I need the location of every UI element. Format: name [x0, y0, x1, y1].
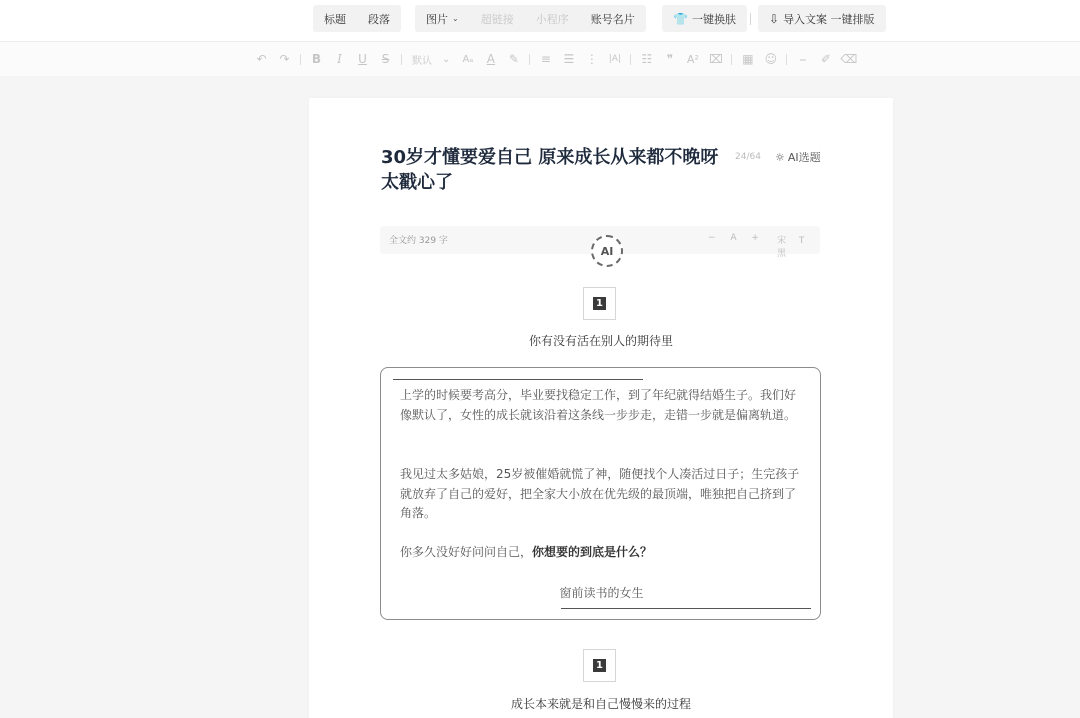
format-painter-icon[interactable]: ✐: [820, 52, 831, 66]
one-click-skin-button[interactable]: [662, 5, 747, 32]
section-number: 1: [593, 659, 606, 672]
align-icon[interactable]: ≡: [540, 52, 551, 66]
insert-group-2: [415, 5, 646, 32]
ai-badge-label: AI: [600, 244, 614, 258]
quote-bold-text: 你想要的到底是什么？: [532, 545, 653, 559]
toolbar-divider: [529, 54, 530, 65]
ai-topic-label: AI选题: [787, 151, 821, 164]
divider-line-icon[interactable]: ⎯: [799, 51, 806, 66]
line-height-icon[interactable]: ☰: [563, 52, 575, 66]
undo-icon[interactable]: ↶: [256, 52, 267, 66]
mini-program-button[interactable]: 小程序: [535, 12, 569, 26]
section-number-badge: [583, 287, 616, 320]
decorative-line: [393, 379, 643, 380]
eraser-icon[interactable]: ⌫: [840, 52, 858, 66]
font-switch-controls[interactable]: 宋 T 黑: [777, 236, 810, 259]
quote-paragraph: 上学的时候要考高分，毕业要找稳定工作，到了年纪就得结婚生子。我们好像默认了，女性的成长就该沿着这条线一步步走，走错一步就是偏离轨道。: [400, 388, 797, 422]
ai-topic-button[interactable]: [775, 149, 821, 165]
paragraph-spacing-icon[interactable]: ⋮: [585, 52, 598, 66]
bold-icon[interactable]: B: [311, 52, 322, 66]
paragraph-button[interactable]: 段落: [368, 12, 390, 26]
italic-icon[interactable]: I: [337, 52, 342, 66]
quote-text: 你多久没好好问问自己，: [400, 545, 533, 559]
font-size-icon[interactable]: Aₐ: [462, 53, 474, 65]
table-icon[interactable]: ▦: [742, 52, 754, 66]
strikethrough-icon[interactable]: S: [381, 52, 390, 66]
chevron-down-icon: ⌄: [442, 53, 451, 65]
zoom-controls[interactable]: − A +: [708, 233, 765, 243]
clear-format-icon[interactable]: ⌧: [708, 52, 723, 66]
toolbar-divider: [300, 54, 301, 65]
editor-page: [309, 98, 893, 718]
ai-assistant-icon[interactable]: [591, 235, 623, 267]
one-click-skin-label: 一键换肤: [691, 12, 736, 26]
underline-icon[interactable]: U: [358, 52, 367, 66]
title-count: 24/64: [735, 152, 761, 162]
font-color-icon[interactable]: A: [486, 52, 495, 66]
word-count: 全文约 329 字: [389, 236, 448, 246]
format-toolbar: [0, 42, 1080, 76]
shirt-icon: 👕: [673, 11, 688, 26]
highlight-icon[interactable]: ✎: [508, 52, 519, 66]
decorative-line: [561, 608, 811, 609]
section-number-badge: [583, 649, 616, 682]
lightbulb-icon: ☼: [775, 150, 785, 164]
hyperlink-button[interactable]: 超链接: [480, 12, 514, 26]
redo-icon[interactable]: ↷: [279, 52, 290, 66]
insert-group-1: [313, 5, 401, 32]
quote-paragraph: 我见过太多姑娘，25岁被催婚就慌了神，随便找个人凑活过日子；生完孩子就放弃了自己的爱好，把全家大小放在优先级的最顶端，唯独把自己挤到了角落。: [400, 467, 800, 521]
import-icon: ⇩: [769, 11, 780, 26]
letter-spacing-icon[interactable]: |A|: [608, 54, 621, 64]
section-heading: 成长本来就是和自己慢慢来的过程: [510, 697, 691, 711]
quote-card: [380, 367, 821, 620]
chevron-down-icon: ⌄: [452, 14, 459, 23]
font-size-value: 默认: [412, 55, 432, 67]
import-article-label: 导入文案 一键排版: [783, 12, 875, 26]
toolbar-divider: [731, 54, 732, 65]
font-size-select[interactable]: [406, 52, 456, 67]
emoji-icon[interactable]: ☺: [764, 52, 778, 66]
quote-signature: 窗前读书的女生: [559, 586, 644, 600]
section-heading: 你有没有活在别人的期待里: [528, 334, 673, 348]
quote-icon[interactable]: ❞: [666, 52, 674, 66]
image-dropdown[interactable]: [415, 11, 470, 27]
article-title[interactable]: 30岁才懂要爱自己 原来成长从来都不晚呀太戳心了: [381, 147, 719, 193]
section-number: 1: [593, 297, 606, 310]
heading-button[interactable]: 标题: [324, 12, 346, 26]
toolbar-divider: [401, 54, 402, 65]
import-article-button[interactable]: [758, 5, 886, 32]
list-icon[interactable]: ☷: [641, 52, 653, 66]
quote-paragraph: [400, 543, 804, 563]
image-label: 图片: [426, 12, 448, 26]
account-card-button[interactable]: 账号名片: [590, 12, 635, 26]
toolbar-divider: [786, 54, 787, 65]
toolbar-divider: [750, 13, 751, 25]
top-toolbar: [0, 0, 1080, 42]
toolbar-divider: [630, 54, 631, 65]
superscript-icon[interactable]: A²: [686, 52, 699, 66]
